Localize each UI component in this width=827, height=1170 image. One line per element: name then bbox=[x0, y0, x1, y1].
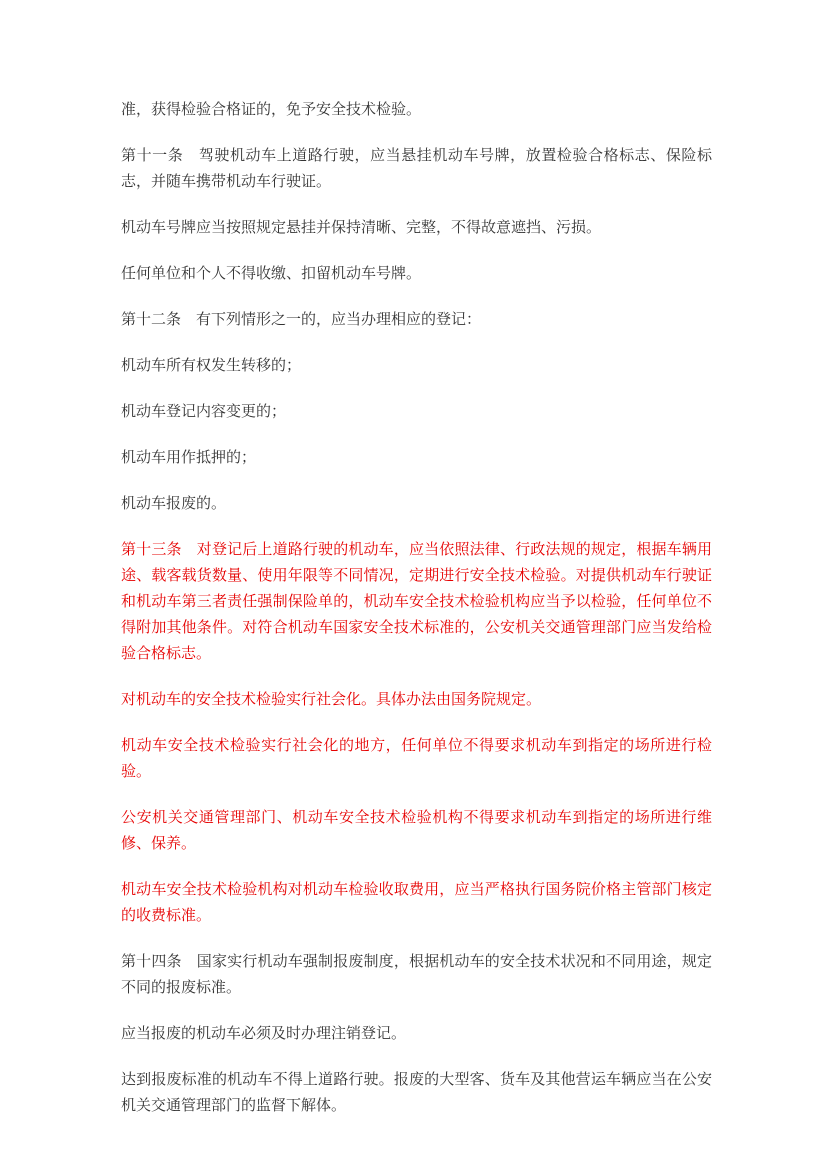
article-paragraph: 第十二条 有下列情形之一的，应当办理相应的登记： bbox=[121, 312, 482, 328]
article-paragraph: 公安机关交通管理部门、机动车安全技术检验机构不得要求机动车到指定的场所进行维修、保养。 bbox=[121, 810, 712, 852]
article-paragraph: 机动车登记内容变更的； bbox=[121, 404, 287, 420]
article-paragraph: 达到报废标准的机动车不得上道路行驶。报废的大型客、货车及其他营运车辆应当在公安机关交通管理部门的监督下解体。 bbox=[121, 1072, 712, 1114]
article-body bbox=[121, 97, 712, 1139]
article-paragraph: 机动车安全技术检验实行社会化的地方，任何单位不得要求机动车到指定的场所进行检验。 bbox=[121, 738, 712, 780]
article-paragraph: 机动车报废的。 bbox=[121, 496, 227, 512]
article-paragraph: 第十一条 驾驶机动车上道路行驶，应当悬挂机动车号牌，放置检验合格标志、保险标志，并随车携带机动车行驶证。 bbox=[121, 148, 712, 190]
article-paragraph: 第十三条 对登记后上道路行驶的机动车，应当依照法律、行政法规的规定，根据车辆用途、载客载货数量、使用年限等不同情况，定期进行安全技术检验。对提供机动车行驶证和机动车第三者责任强制保险单的，机动车安全技术检验机构应当予以检验，任何单位不得附加其他条件。对符合机动车国家安全技术标准的，公安机关交通管理部门应当发给检验合格标志。 bbox=[121, 542, 712, 662]
article-paragraph: 任何单位和个人不得收缴、扣留机动车号牌。 bbox=[121, 266, 422, 282]
article-paragraph: 第十四条 国家实行机动车强制报废制度，根据机动车的安全技术状况和不同用途，规定不同的报废标准。 bbox=[121, 954, 712, 996]
article-paragraph: 机动车安全技术检验机构对机动车检验收取费用，应当严格执行国务院价格主管部门核定的收费标准。 bbox=[121, 882, 712, 924]
article-paragraph: 机动车号牌应当按照规定悬挂并保持清晰、完整，不得故意遮挡、污损。 bbox=[121, 220, 602, 236]
article-paragraph: 机动车用作抵押的； bbox=[121, 450, 257, 466]
article-paragraph: 应当报废的机动车必须及时办理注销登记。 bbox=[121, 1026, 407, 1042]
article-paragraph: 准，获得检验合格证的，免予安全技术检验。 bbox=[121, 102, 422, 118]
article-paragraph: 对机动车的安全技术检验实行社会化。具体办法由国务院规定。 bbox=[121, 692, 542, 708]
article-paragraph: 机动车所有权发生转移的； bbox=[121, 358, 302, 374]
